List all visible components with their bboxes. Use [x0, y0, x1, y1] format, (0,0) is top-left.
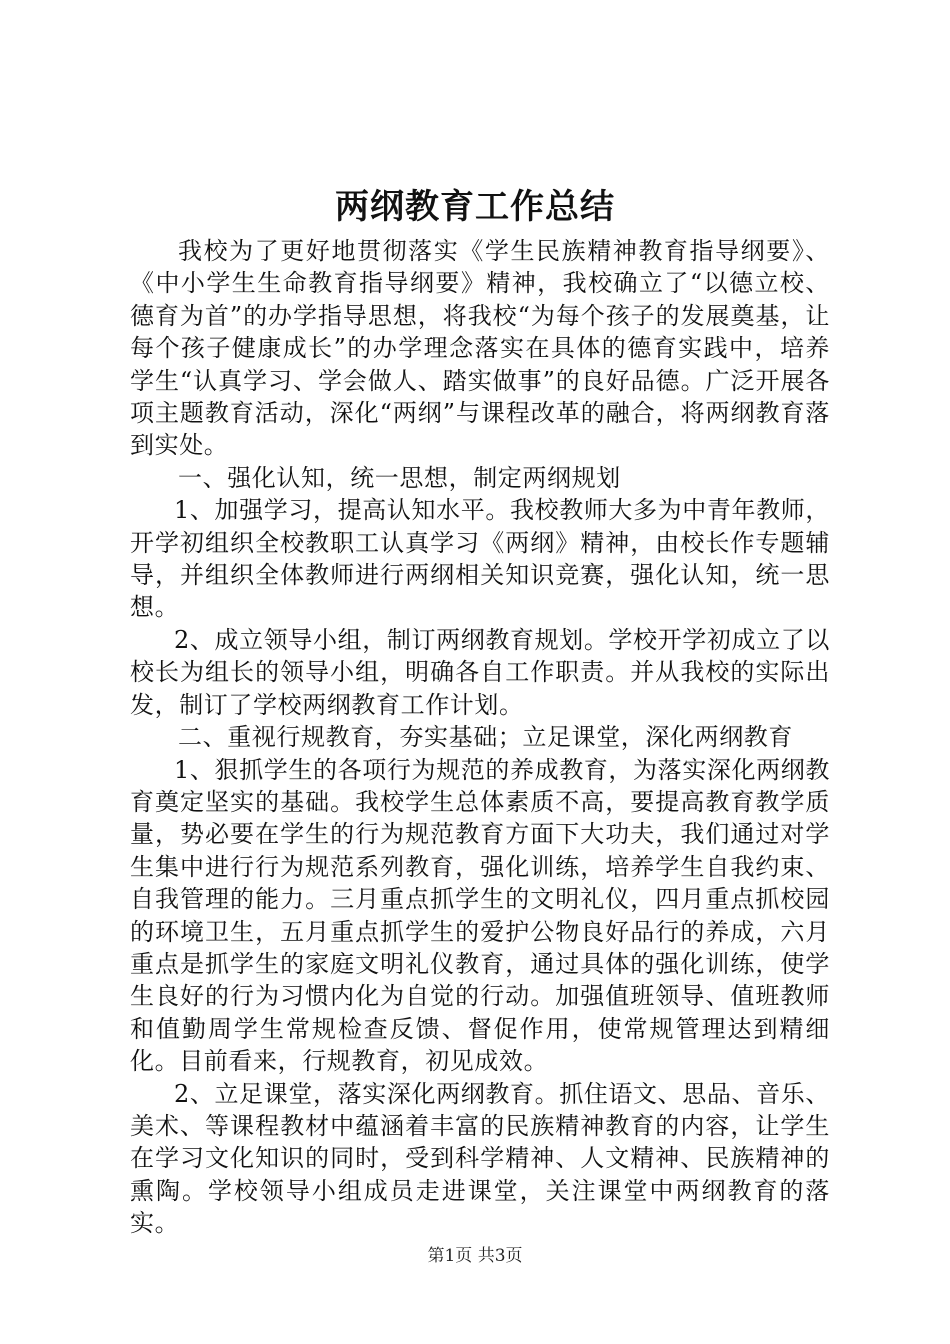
- paragraph-intro: 我校为了更好地贯彻落实《学生民族精神教育指导纲要》、《中小学生生命教育指导纲要》精神，我校确立了“以德立校、德育为首”的办学指导思想，将我校“为每个孩子的发展奠基，让每个孩子健康成长”的办学理念落实在具体的德育实践中，培养学生“认真学习、学会做人、踏实做事”的良好品德。广泛开展各项主题教育活动，深化“两纲”与课程改革的融合，将两纲教育落到实处。: [130, 237, 830, 460]
- document-title: 两纲教育工作总结: [335, 187, 615, 227]
- paragraph-2-1: 1、狠抓学生的各项行为规范的养成教育，为落实深化两纲教育奠定坚实的基础。我校学生总体素质不高，要提高教育教学质量，势必要在学生的行为规范教育方面下大功夫，我们通过对学生集中进行行为规范系列教育，强化训练，培养学生自我约束、自我管理的能力。三月重点抓学生的文明礼仪，四月重点抓校园的环境卫生，五月重点抓学生的爱护公物良好品行的养成，六月重点是抓学生的家庭文明礼仪教育，通过具体的强化训练，使学生良好的行为习惯内化为自觉的行动。加强值班领导、值班教师和值勤周学生常规检查反馈、督促作用，使常规管理达到精细化。目前看来，行规教育，初见成效。: [130, 755, 830, 1076]
- paragraph-2-2: 2、立足课堂，落实深化两纲教育。抓住语文、思品、音乐、美术、等课程教材中蕴涵着丰富的民族精神教育的内容，让学生在学习文化知识的同时，受到科学精神、人文精神、民族精神的熏陶。学校领导小组成员走进课堂，关注课堂中两纲教育的落实。: [130, 1079, 830, 1238]
- paragraph-1-1: 1、加强学习，提高认知水平。我校教师大多为中青年教师，开学初组织全校教职工认真学习《两纲》精神，由校长作专题辅导，并组织全体教师进行两纲相关知识竞赛，强化认知，统一思想。: [130, 496, 830, 622]
- page-number-footer: 第1页 共3页: [427, 1246, 523, 1266]
- section-heading-2: 二、重视行规教育，夯实基础；立足课堂，深化两纲教育: [178, 723, 793, 752]
- paragraph-1-2: 2、成立领导小组，制订两纲教育规划。学校开学初成立了以校长为组长的领导小组，明确各自工作职责。并从我校的实际出发，制订了学校两纲教育工作计划。: [130, 625, 830, 719]
- section-heading-1: 一、强化认知，统一思想，制定两纲规划: [178, 463, 621, 492]
- document-body: [130, 235, 830, 1240]
